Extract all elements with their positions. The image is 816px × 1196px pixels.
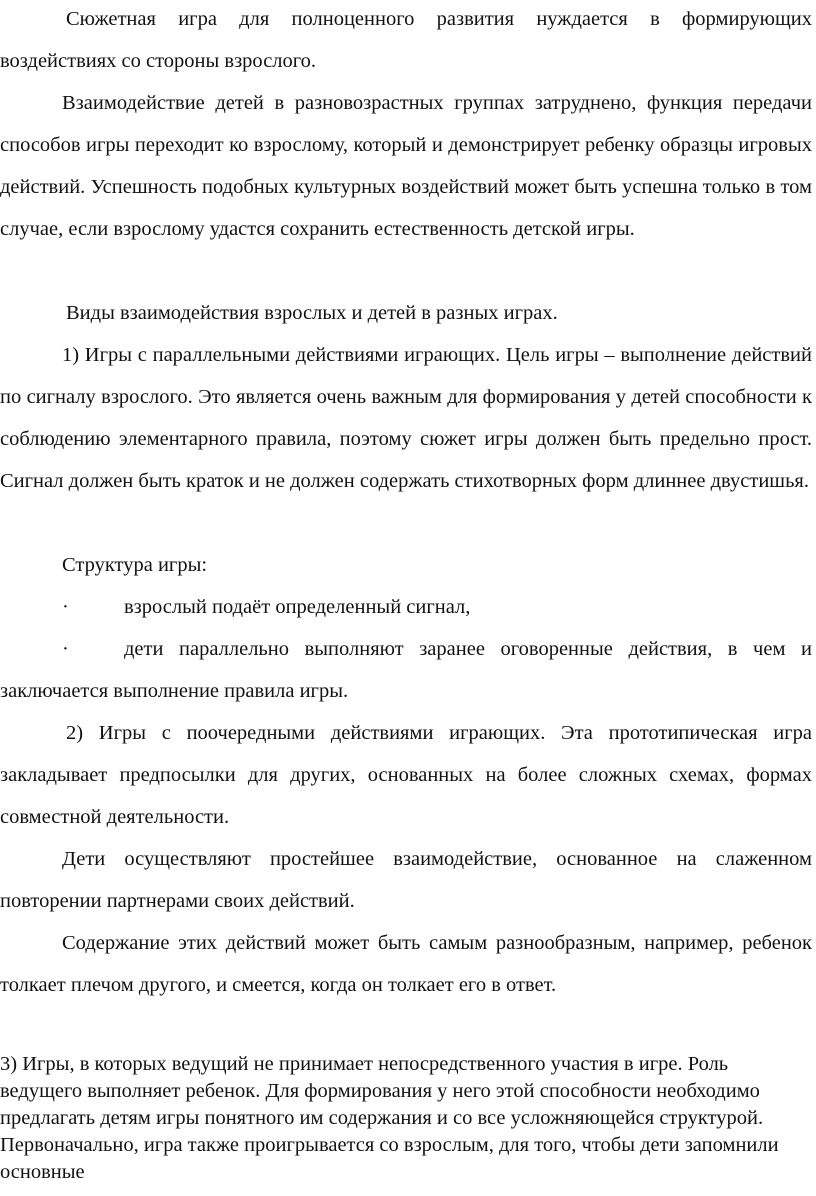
bullet-marker: · [62, 596, 69, 618]
bullet-marker: · [62, 638, 69, 660]
paragraph-parallel-games: 1) Игры с параллельными действиями играющих. Цель игры – выполнение действий по сигналу взрослого. Это является очень важным для формирования у детей способности к соблюдению элементарного правила, поэтому сюжет игры должен быть предельно прост. Сигнал должен быть краток и не должен содержать стихотворных форм длиннее двустишья. [0, 344, 812, 492]
paragraph-alternating-games: 2) Игры с поочередными действиями играющих. Эта прототипическая игра закладывает предпосылки для других, основанных на более сложных схемах, формах совместной деятельности. [0, 722, 812, 828]
bullet-item-actions: дети параллельно выполняют заранее оговоренные действия, в чем и заключается выполнение правила игры. [0, 638, 812, 702]
paragraph-interaction: Взаимодействие детей в разновозрастных группах затруднено, функция передачи способов игры переходит ко взрослому, который и демонстрирует ребенку образцы игровых действий. Успешность подобных культурных воздействий может быть успешна только в том случае, если взрослому удастся сохранить естественность детской игры. [0, 92, 812, 240]
paragraph-leader-games: 3) Игры, в которых ведущий не принимает непосредственного участия в игре. Роль ведущего выполняет ребенок. Для формирования у него этой способности необходимо предлагать детям игры понятного им содержания и со все усложняющейся структурой. Первоначально, игра также проигрывается со взрослым, для того, чтобы дети запомнили основные [0, 1053, 779, 1183]
paragraph-types-heading: Виды взаимодействия взрослых и детей в разных играх. [66, 302, 558, 324]
paragraph-content-actions: Содержание этих действий может быть самым разнообразным, например, ребенок толкает плечом другого, и смеется, когда он толкает его в ответ. [0, 932, 812, 996]
paragraph-intro: Сюжетная игра для полноценного развития нуждается в формирующих воздействиях со стороны взрослого. [0, 8, 812, 72]
paragraph-children-interact: Дети осуществляют простейшее взаимодействие, основанное на слаженном повторении партнерами своих действий. [0, 848, 812, 912]
bullet-item-signal: взрослый подаёт определенный сигнал, [124, 596, 471, 618]
paragraph-structure-heading: Структура игры: [62, 554, 208, 576]
